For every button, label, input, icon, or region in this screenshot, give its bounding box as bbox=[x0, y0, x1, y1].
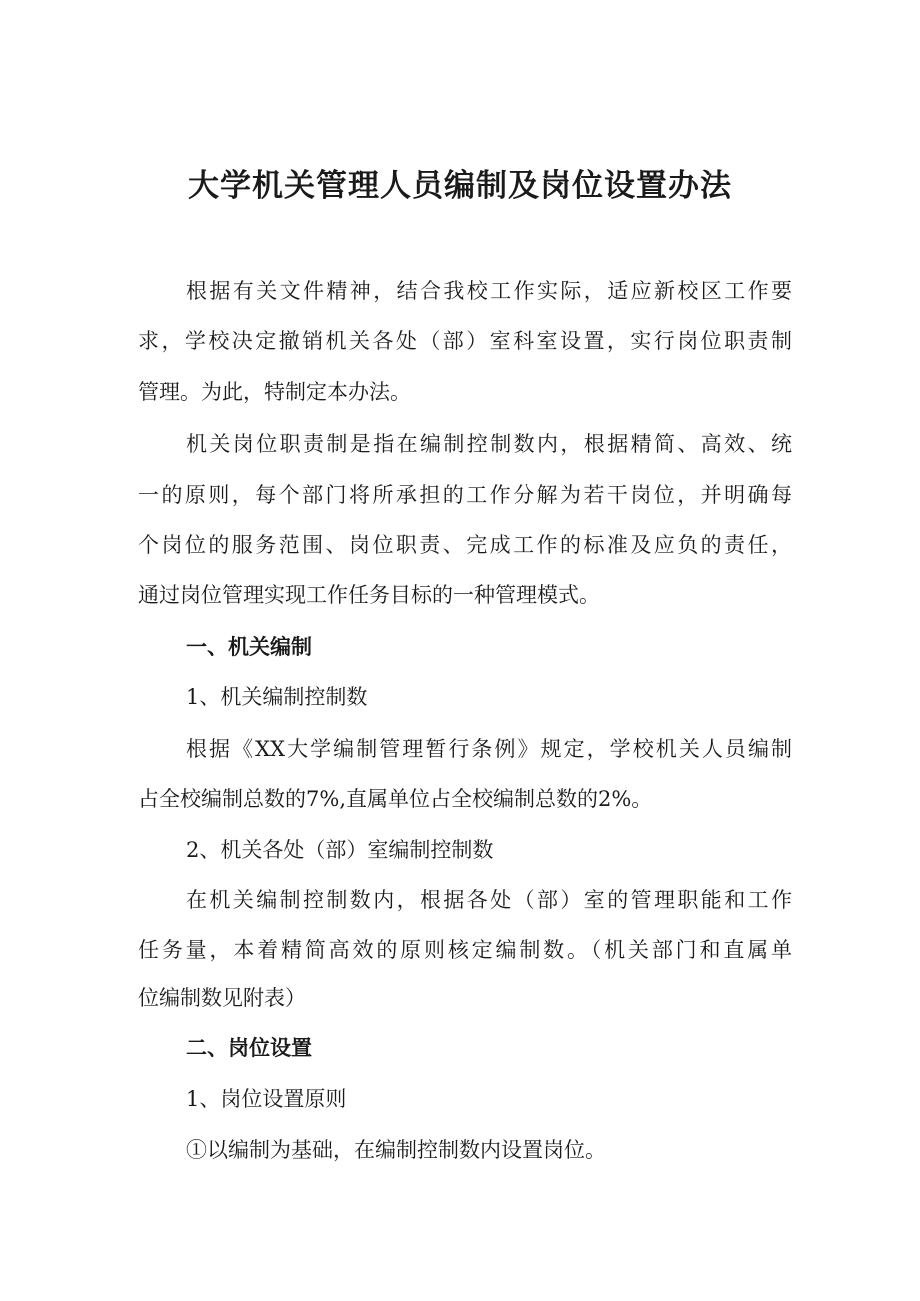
paragraph-line: 管理。为此，特制定本办法。 bbox=[138, 380, 411, 404]
paragraph-line: 个岗位的服务范围、岗位职责、完成工作的标准及应负的责任， bbox=[138, 533, 792, 557]
paragraph-line: 位编制数见附表） bbox=[138, 986, 306, 1010]
paragraph-line: 通过岗位管理实现工作任务目标的一种管理模式。 bbox=[138, 583, 600, 607]
section-heading: 一、机关编制 bbox=[186, 635, 312, 659]
paragraph-line: 一的原则，每个部门将所承担的工作分解为若干岗位，并明确每 bbox=[138, 483, 792, 507]
section-heading: 二、岗位设置 bbox=[186, 1036, 312, 1060]
paragraph-line: 求，学校决定撤销机关各处（部）室科室设置，实行岗位职责制 bbox=[138, 329, 792, 353]
subsection-heading: 1、机关编制控制数 bbox=[186, 685, 368, 709]
paragraph-line: 在机关编制控制数内，根据各处（部）室的管理职能和工作 bbox=[186, 888, 792, 912]
paragraph-line: ①以编制为基础，在编制控制数内设置岗位。 bbox=[186, 1138, 606, 1162]
document-title: 大学机关管理人员编制及岗位设置办法 bbox=[188, 168, 732, 204]
paragraph-line: 机关岗位职责制是指在编制控制数内，根据精简、高效、统 bbox=[186, 432, 792, 456]
paragraph-line: 根据有关文件精神，结合我校工作实际，适应新校区工作要 bbox=[186, 279, 792, 303]
subsection-heading: 2、机关各处（部）室编制控制数 bbox=[186, 838, 494, 862]
subsection-heading: 1、岗位设置原则 bbox=[186, 1087, 347, 1111]
paragraph-line: 根据《XX大学编制管理暂行条例》规定，学校机关人员编制 bbox=[186, 737, 792, 761]
paragraph-line: 任务量，本着精简高效的原则核定编制数。（机关部门和直属单 bbox=[138, 938, 792, 962]
paragraph-line: 占全校编制总数的7%,直属单位占全校编制总数的2%。 bbox=[138, 787, 653, 811]
